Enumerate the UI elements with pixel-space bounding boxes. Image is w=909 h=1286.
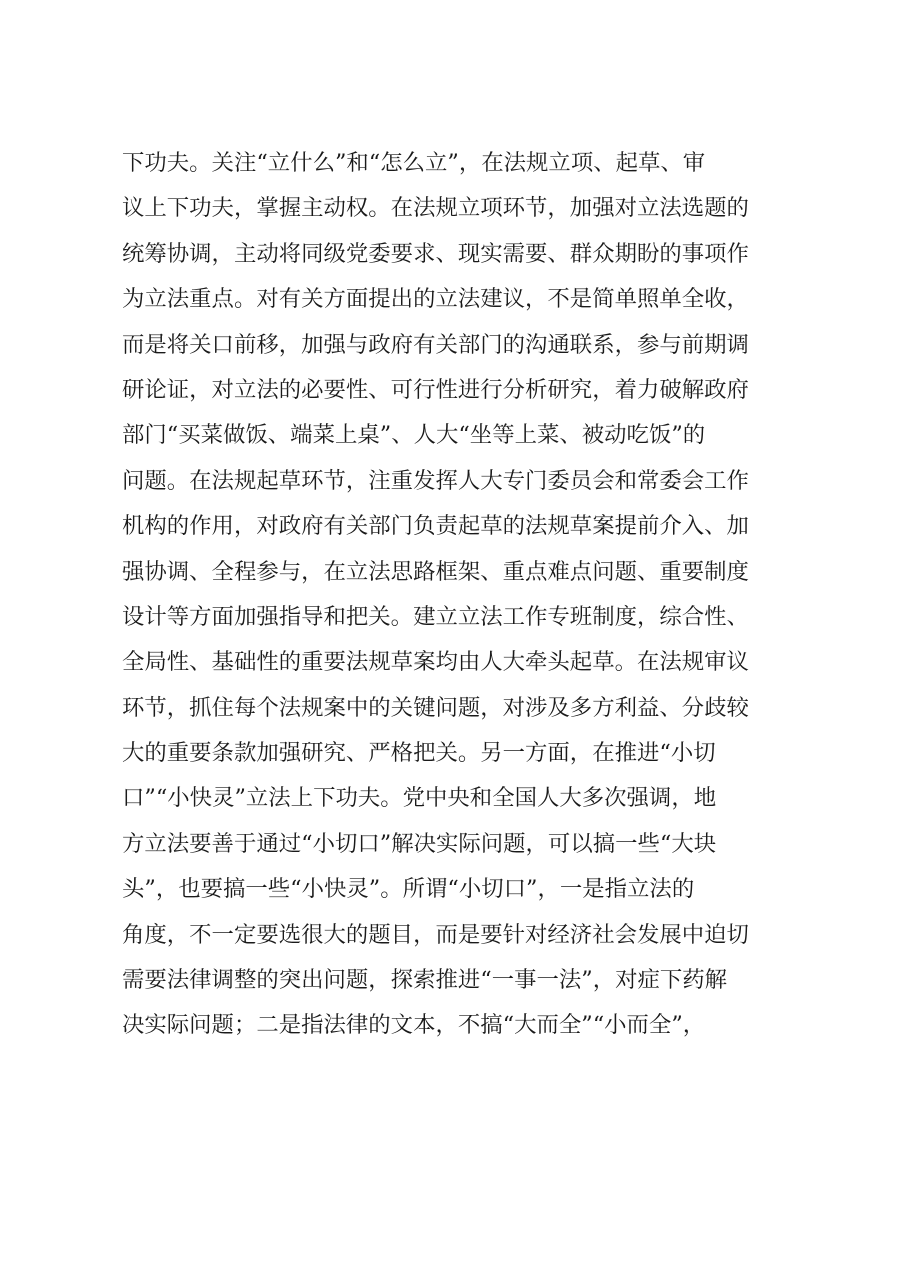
text-line: 方立法要善于通过“小切口”解决实际问题，可以搞一些“大块: [122, 830, 717, 857]
text-line: 全局性、基础性的重要法规草案均由人大牵头起草。在法规审议: [122, 649, 749, 676]
text-line: 议上下功夫，掌握主动权。在法规立项环节，加强对立法选题的: [122, 195, 749, 222]
text-line: 大的重要条款加强研究、严格把关。另一方面，在推进“小切: [122, 740, 716, 767]
text-line: 需要法律调整的突出问题，探索推进“一事一法”，对症下药解: [122, 967, 728, 994]
text-line: 统筹协调，主动将同级党委要求、现实需要、群众期盼的事项作: [122, 240, 749, 267]
text-line: 角度，不一定要选很大的题目，而是要针对经济社会发展中迫切: [122, 921, 749, 948]
text-line: 强协调、全程参与，在立法思路框架、重点难点问题、重要制度: [122, 558, 749, 585]
text-line: 头”，也要搞一些“小快灵”。所谓“小切口”，一是指立法的: [122, 876, 695, 903]
text-line: 下功夫。关注“立什么”和“怎么立”，在法规立项、起草、审: [122, 150, 706, 176]
text-line: 设计等方面加强指导和把关。建立立法工作专班制度，综合性、: [122, 603, 749, 630]
text-line: 机构的作用，对政府有关部门负责起草的法规草案提前介入、加: [122, 513, 749, 540]
text-line: 部门“买菜做饭、端菜上桌”、人大“坐等上菜、被动吃饭”的: [122, 422, 706, 449]
text-line: 为立法重点。对有关方面提出的立法建议，不是简单照单全收，: [122, 286, 749, 313]
text-line: 口”“小快灵”立法上下功夫。党中央和全国人大多次强调，地: [122, 785, 717, 812]
text-line: 问题。在法规起草环节，注重发挥人大专门委员会和常委会工作: [122, 467, 749, 494]
text-line: 决实际问题；二是指法律的文本，不搞“大而全”“小而全”，: [122, 1012, 706, 1039]
text-line: 而是将关口前移，加强与政府有关部门的沟通联系，参与前期调: [122, 331, 749, 358]
text-line: 研论证，对立法的必要性、可行性进行分析研究，着力破解政府: [122, 376, 749, 403]
text-line: 环节，抓住每个法规案中的关键问题，对涉及多方利益、分歧较: [122, 694, 749, 721]
body-text: [122, 141, 812, 1049]
